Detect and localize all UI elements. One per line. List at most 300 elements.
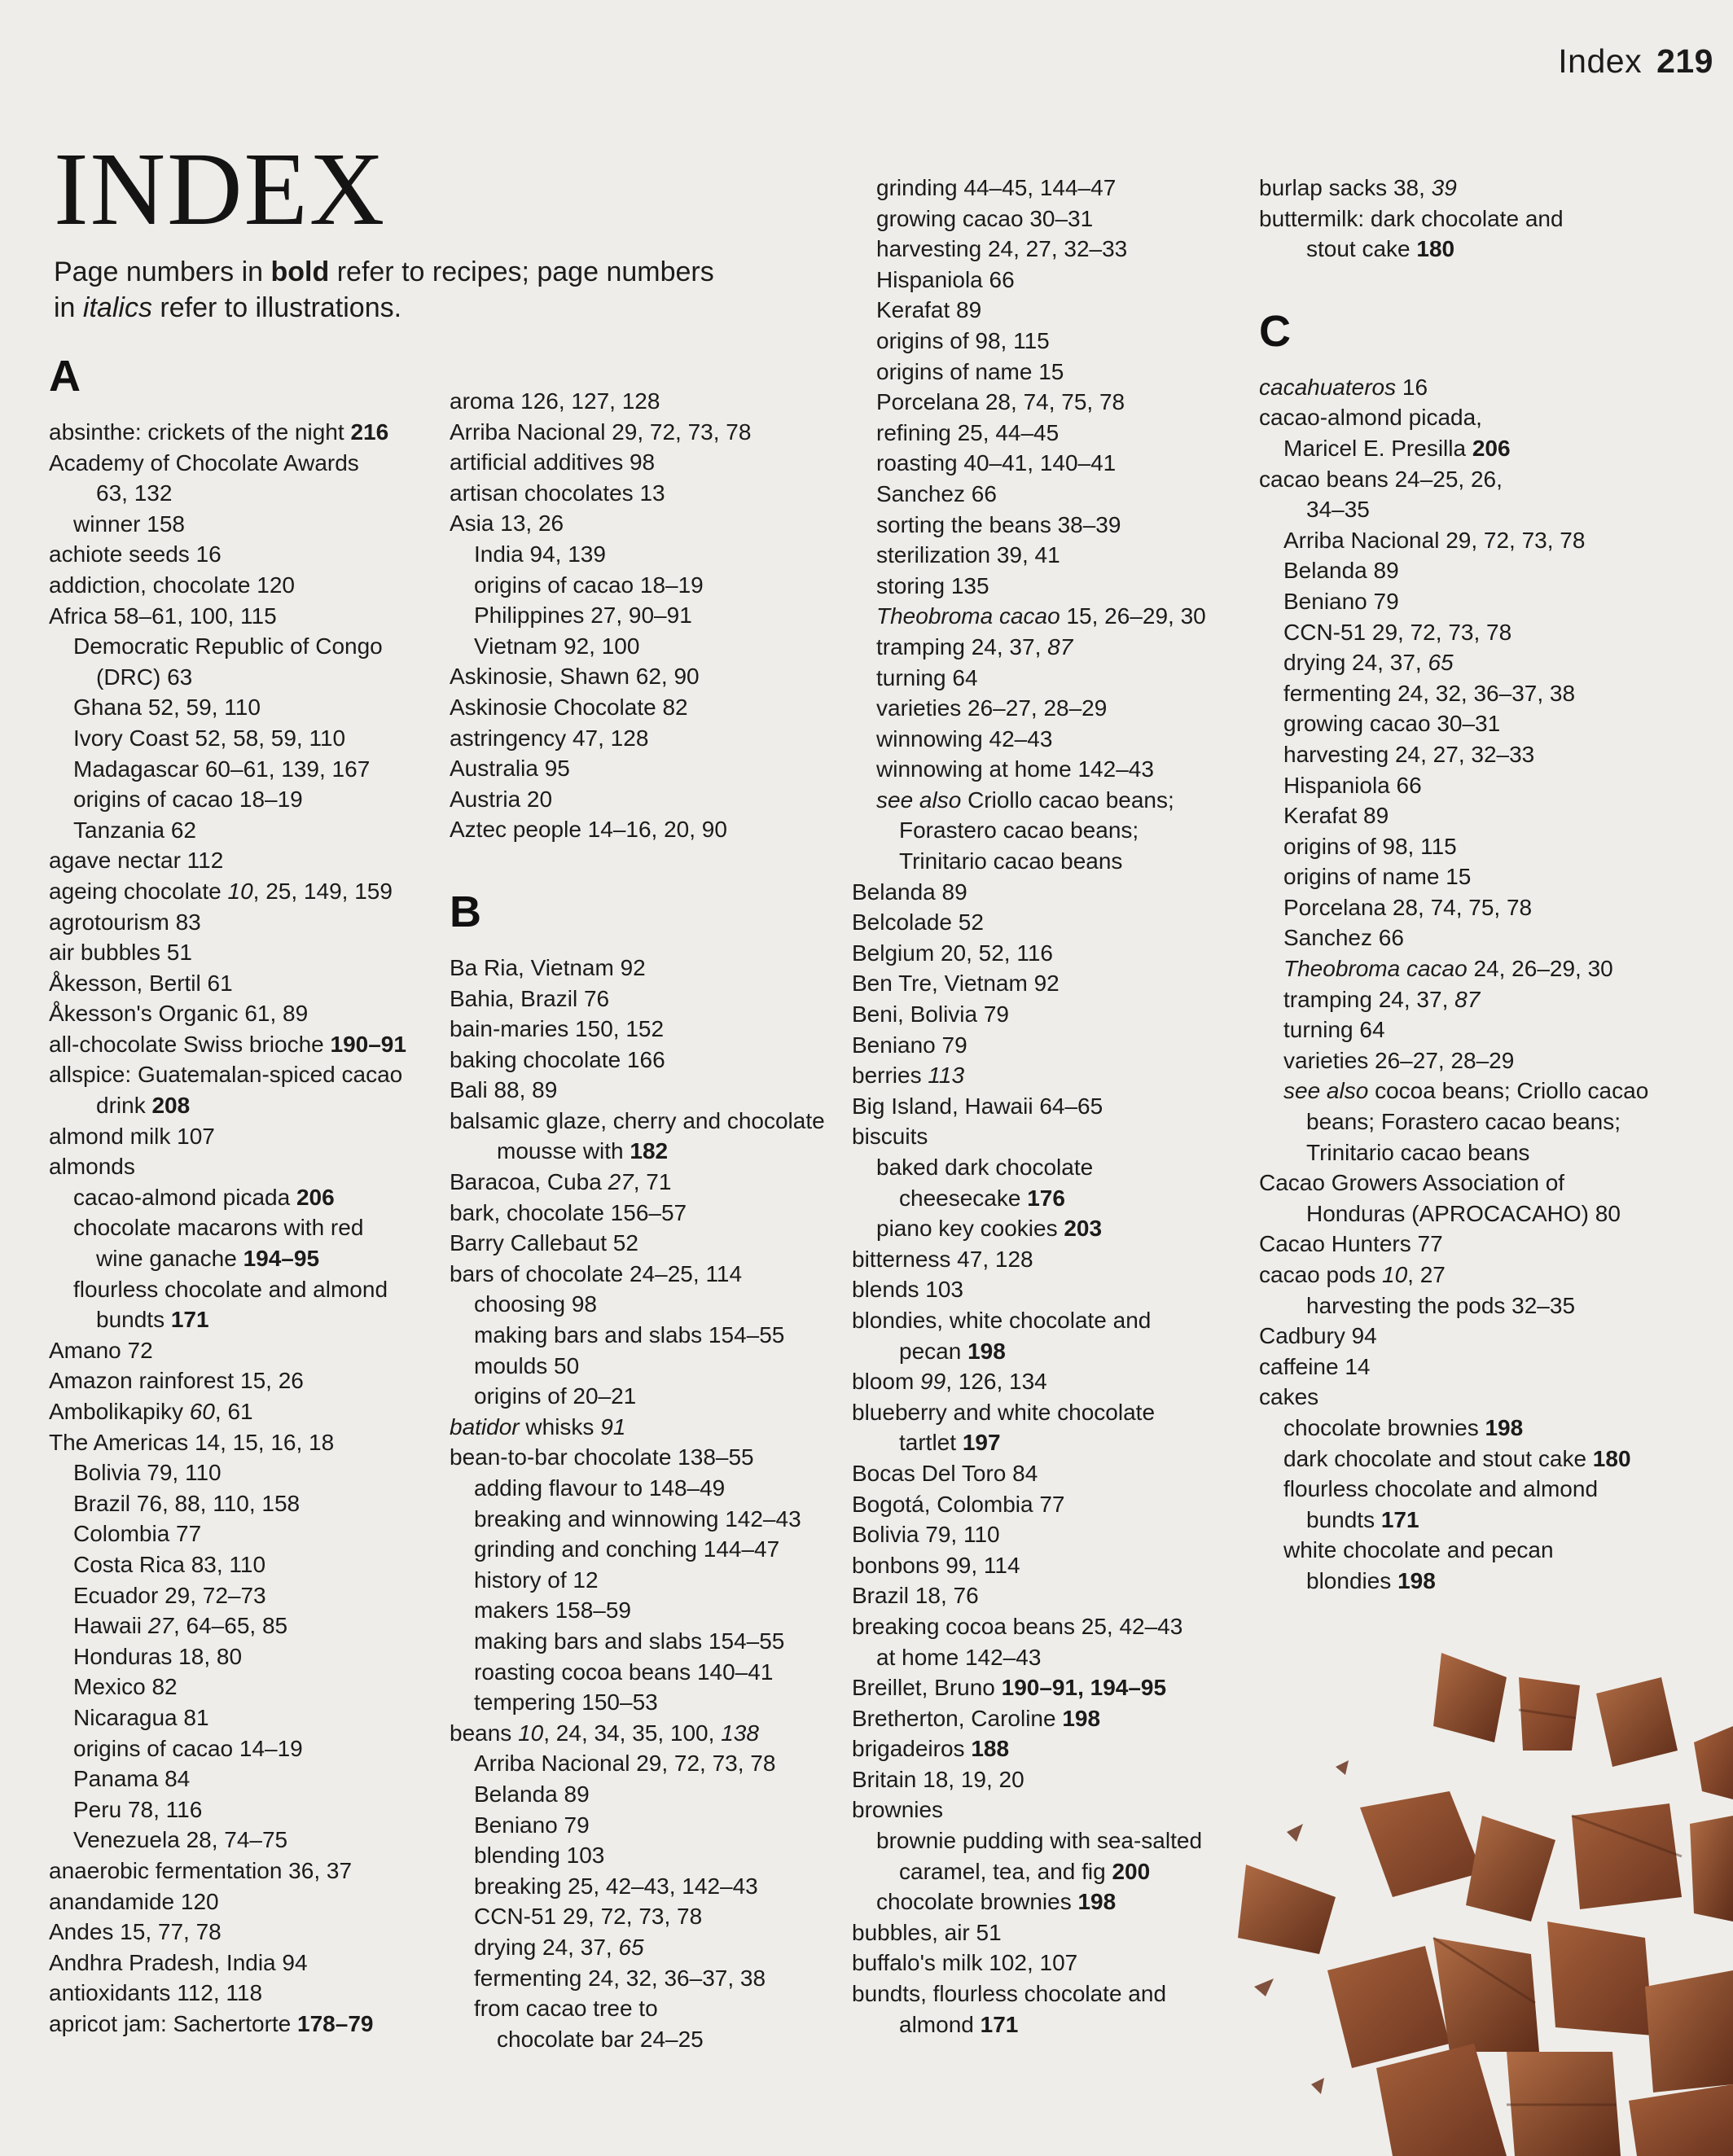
entry-text: Academy of Chocolate Awards: [49, 449, 359, 475]
entry-text: varieties 26–27, 28–29: [876, 695, 1108, 721]
italic-text: 60: [189, 1399, 215, 1424]
index-subentry: [1259, 1413, 1658, 1444]
entry-text: , 64–65, 85: [173, 1613, 288, 1639]
entry-text: agrotourism 83: [49, 909, 201, 935]
entry-text: Honduras (APROCACAHO) 80: [1306, 1200, 1621, 1226]
index-subentry: [1259, 892, 1658, 923]
entry-text: Kerafat 89: [1283, 803, 1389, 829]
index-subentry: [852, 479, 1251, 510]
index-subentry: [450, 1810, 849, 1841]
index-subentry: [49, 662, 448, 693]
entry-text: cacao pods: [1259, 1262, 1382, 1287]
entry-text: Democratic Republic of Congo: [73, 633, 383, 660]
entry-text: Costa Rica 83, 110: [73, 1551, 266, 1577]
index-subentry: [852, 418, 1251, 449]
italic-text: 39: [1431, 175, 1457, 200]
index-entry: [450, 953, 849, 984]
index-subentry: [450, 1871, 849, 1902]
entry-text: Cacao Hunters 77: [1259, 1231, 1443, 1257]
entry-text: Porcelana 28, 74, 75, 78: [1283, 894, 1533, 920]
entry-text: allspice: Guatemalan-spiced cacao: [49, 1062, 403, 1088]
index-entry: [450, 753, 849, 784]
entry-text: drink: [96, 1093, 152, 1119]
entry-text: origins of 98, 115: [1283, 833, 1457, 859]
entry-text: cakes: [1259, 1384, 1319, 1410]
entry-text: Mexico 82: [73, 1674, 178, 1700]
entry-text: Colombia 77: [73, 1521, 202, 1547]
index-entry: [49, 1335, 448, 1366]
index-subentry: [49, 754, 448, 785]
index-subentry: [852, 601, 1251, 632]
index-subentry: [450, 1320, 849, 1351]
index-subentry: [852, 234, 1251, 265]
entry-text: winner 158: [73, 511, 185, 537]
entry-text: blends 103: [852, 1277, 964, 1303]
recipe-page-ref: 171: [980, 2011, 1019, 2037]
entry-text: brigadeiros: [852, 1736, 972, 1762]
index-subentry: [852, 1825, 1251, 1856]
index-column-2: [450, 386, 849, 2054]
entry-text: growing cacao 30–31: [1283, 711, 1501, 737]
entry-text: absinthe: crickets of the night: [49, 419, 351, 445]
italic-text: 65: [618, 1934, 644, 1960]
entry-text: artificial additives 98: [450, 449, 656, 475]
recipe-page-ref: 180: [1592, 1445, 1631, 1471]
index-subentry: [852, 173, 1251, 204]
index-entry: [49, 417, 448, 448]
entry-text: bean-to-bar chocolate 138–55: [450, 1444, 754, 1470]
entry-text: white chocolate and pecan: [1283, 1537, 1554, 1563]
entry-text: Amano 72: [49, 1337, 153, 1363]
entry-text: baked dark chocolate: [876, 1155, 1094, 1180]
entry-text: 15, 26–29, 30: [1060, 603, 1206, 629]
entry-text: Arriba Nacional 29, 72, 73, 78: [474, 1751, 776, 1777]
italic-text: 27: [608, 1169, 634, 1195]
index-subentry: [1259, 1291, 1658, 1321]
entry-text: harvesting the pods 32–35: [1306, 1292, 1576, 1318]
recipe-page-ref: 182: [630, 1138, 669, 1164]
entry-text: chocolate bar 24–25: [497, 2026, 704, 2052]
entry-text: Belgium 20, 52, 116: [852, 940, 1053, 966]
index-entry: [852, 1703, 1251, 1734]
index-entry: [1259, 1260, 1658, 1291]
entry-text: 16: [1396, 374, 1428, 400]
index-subentry: [852, 326, 1251, 357]
index-subentry: [450, 1687, 849, 1718]
index-subentry: [450, 600, 849, 631]
index-entry: [852, 1121, 1251, 1152]
entry-text: moulds 50: [474, 1352, 580, 1378]
entry-text: Ba Ria, Vietnam 92: [450, 954, 646, 980]
index-subentry: [49, 1212, 448, 1243]
entry-text: history of 12: [474, 1567, 599, 1593]
entry-text: origins of name 15: [876, 358, 1064, 384]
index-entry: [49, 601, 448, 632]
index-entry: [852, 1611, 1251, 1642]
index-subentry: [1259, 922, 1658, 953]
index-entry: [49, 1856, 448, 1886]
entry-text: CCN-51 29, 72, 73, 78: [474, 1904, 703, 1930]
entry-text: Tanzania 62: [73, 817, 197, 843]
index-subentry: [49, 784, 448, 815]
entry-text: almond milk 107: [49, 1123, 215, 1149]
entry-text: origins of cacao 18–19: [73, 787, 303, 813]
entry-text: storing 135: [876, 572, 989, 598]
index-entry: [49, 539, 448, 570]
entry-text: harvesting 24, 27, 32–33: [876, 236, 1128, 262]
recipe-page-ref: 171: [170, 1307, 209, 1333]
entry-text: fermenting 24, 32, 36–37, 38: [474, 1965, 766, 1991]
index-entry: [450, 386, 849, 417]
index-subentry: [1259, 1045, 1658, 1076]
index-entry: [49, 448, 448, 479]
index-subentry: [49, 1733, 448, 1764]
index-subentry: [450, 2024, 849, 2055]
recipe-page-ref: 198: [1397, 1567, 1436, 1593]
index-subentry: [49, 1580, 448, 1611]
index-subentry: [852, 510, 1251, 541]
index-entry: [852, 938, 1251, 969]
entry-text: almonds: [49, 1154, 135, 1180]
entry-text: artisan chocolates 13: [450, 480, 665, 506]
italic-text: Theobroma cacao: [1283, 956, 1468, 982]
entry-text: breaking and winnowing 142–43: [474, 1505, 801, 1532]
entry-text: Breillet, Bruno: [852, 1675, 1002, 1701]
entry-text: Austria 20: [450, 786, 553, 812]
entry-text: , 24, 34, 35, 100,: [543, 1720, 722, 1746]
entry-text: Ambolikapiky: [49, 1399, 190, 1424]
entry-text: Cadbury 94: [1259, 1323, 1377, 1349]
index-subentry: [450, 1840, 849, 1871]
entry-text: astringency 47, 128: [450, 725, 649, 751]
entry-text: Hispaniola 66: [876, 266, 1015, 292]
index-subentry: [49, 815, 448, 846]
entry-text: harvesting 24, 27, 32–33: [1283, 741, 1535, 767]
entry-text: , 61: [214, 1399, 253, 1424]
entry-text: Vietnam 92, 100: [474, 633, 640, 659]
index-entry: [49, 1396, 448, 1427]
index-entry: [450, 1045, 849, 1076]
entry-text: Honduras 18, 80: [73, 1643, 243, 1669]
index-subentry: [852, 724, 1251, 755]
entry-text: Beni, Bolivia 79: [852, 1001, 1010, 1028]
section-gap: [450, 845, 849, 887]
entry-text: choosing 98: [474, 1291, 598, 1317]
entry-text: bonbons 99, 114: [852, 1552, 1020, 1578]
index-entry: [450, 1075, 849, 1106]
index-entry: [49, 1886, 448, 1917]
entry-text: Barry Callebaut 52: [450, 1230, 638, 1256]
index-entry: [49, 1948, 448, 1979]
index-subentry: [49, 1672, 448, 1702]
entry-text: Ecuador 29, 72–73: [73, 1582, 266, 1608]
entry-text: drying 24, 37,: [1283, 650, 1428, 676]
entry-text: bark, chocolate 156–57: [450, 1199, 687, 1225]
index-subentry: [49, 1610, 448, 1641]
index-entry: [49, 1029, 448, 1060]
index-entry: [852, 1244, 1251, 1275]
recipe-page-ref: 190–91, 194–95: [1001, 1675, 1167, 1701]
index-entry: [852, 1979, 1251, 2009]
index-subentry: [49, 478, 448, 509]
index-subentry: [49, 1304, 448, 1335]
index-subentry: [1259, 1106, 1658, 1137]
index-subentry: [450, 1748, 849, 1779]
index-entry: [49, 570, 448, 601]
index-subentry: [852, 387, 1251, 418]
index-subentry: [49, 631, 448, 662]
entry-text: Madagascar 60–61, 139, 167: [73, 756, 371, 782]
entry-text: anandamide 120: [49, 1888, 219, 1914]
index-subentry: [1259, 1535, 1658, 1566]
entry-text: whisks: [519, 1413, 601, 1440]
index-subentry: [49, 1764, 448, 1794]
index-subentry: [1259, 586, 1658, 617]
index-subentry: [852, 1183, 1251, 1214]
italic-text: 10: [227, 878, 253, 904]
entry-text: Nicaragua 81: [73, 1704, 209, 1730]
entry-text: bloom: [852, 1369, 921, 1395]
italic-text: 138: [721, 1720, 759, 1746]
entry-text: origins of cacao 18–19: [474, 572, 704, 598]
italic-text: 87: [1047, 633, 1073, 660]
entry-text: origins of name 15: [1283, 864, 1472, 890]
index-subentry: [450, 1779, 849, 1810]
index-entry: [450, 508, 849, 539]
entry-text: bubbles, air 51: [852, 1919, 1002, 1945]
recipe-page-ref: 197: [962, 1430, 1001, 1456]
index-subentry: [49, 1457, 448, 1488]
entry-text: Ben Tre, Vietnam 92: [852, 971, 1060, 997]
entry-text: baking chocolate 166: [450, 1046, 665, 1072]
index-subentry: [852, 540, 1251, 571]
index-entry: [1259, 1382, 1658, 1413]
recipe-page-ref: 198: [967, 1338, 1006, 1364]
entry-text: buttermilk: dark chocolate and: [1259, 205, 1564, 231]
index-entry: [852, 1030, 1251, 1061]
chocolate-pieces-photo: [1238, 1628, 1733, 2156]
index-subentry: [1259, 1137, 1658, 1168]
italic-text: Theobroma cacao: [876, 603, 1060, 629]
index-entry: [450, 478, 849, 509]
index-entry: [1259, 1168, 1658, 1199]
entry-text: origins of cacao 14–19: [73, 1735, 303, 1761]
index-entry: [450, 1106, 849, 1137]
entry-text: Arriba Nacional 29, 72, 73, 78: [1283, 527, 1586, 553]
entry-text: Trinitario cacao beans: [1306, 1139, 1530, 1165]
italic-text: 65: [1428, 650, 1454, 676]
index-subentry: [450, 539, 849, 570]
entry-text: , 27: [1407, 1262, 1446, 1287]
italic-text: 10: [1382, 1262, 1408, 1287]
index-entry: [1259, 1229, 1658, 1260]
index-subentry: [852, 1213, 1251, 1244]
intro-bold-word: bold: [270, 256, 330, 287]
entry-text: fermenting 24, 32, 36–37, 38: [1283, 680, 1576, 706]
index-column-1: [49, 352, 448, 2039]
section-letter: A: [49, 352, 81, 401]
entry-text: cocoa beans; Criollo cacao: [1368, 1078, 1649, 1104]
entry-text: Bogotá, Colombia 77: [852, 1491, 1065, 1517]
entry-text: all-chocolate Swiss brioche: [49, 1031, 331, 1057]
italic-text: see also: [876, 787, 962, 813]
index-entry: [852, 1060, 1251, 1091]
entry-text: addiction, chocolate 120: [49, 572, 295, 598]
entry-text: anaerobic fermentation 36, 37: [49, 1857, 353, 1883]
entry-text: blondies, white chocolate and: [852, 1307, 1152, 1333]
intro-note: [54, 254, 722, 326]
index-entry: [1259, 1352, 1658, 1383]
italic-text: 99: [920, 1369, 946, 1395]
entry-text: Venezuela 28, 74–75: [73, 1827, 288, 1853]
index-entry: [852, 1489, 1251, 1520]
index-entry: [49, 907, 448, 938]
entry-text: Aztec people 14–16, 20, 90: [450, 817, 727, 843]
index-entry: [450, 984, 849, 1014]
entry-text: Bolivia 79, 110: [852, 1522, 1000, 1548]
index-entry: [450, 1412, 849, 1443]
index-subentry: [450, 1473, 849, 1504]
index-entry: [450, 723, 849, 754]
index-subentry: [852, 571, 1251, 602]
recipe-page-ref: 208: [151, 1093, 191, 1119]
section-name: Index: [1558, 42, 1643, 80]
entry-text: turning 64: [1283, 1017, 1385, 1043]
entry-text: varieties 26–27, 28–29: [1283, 1047, 1515, 1073]
index-subentry: [450, 1963, 849, 1994]
italic-text: 91: [600, 1413, 626, 1440]
index-subentry: [49, 1702, 448, 1733]
index-entry: [1259, 173, 1658, 204]
entry-text: beans; Forastero cacao beans;: [1306, 1109, 1621, 1135]
entry-text: agave nectar 112: [49, 848, 224, 874]
index-subentry: [1259, 984, 1658, 1015]
entry-text: balsamic glaze, cherry and chocolate: [450, 1107, 825, 1133]
entry-text: beans: [450, 1720, 519, 1746]
index-entry: [49, 2009, 448, 2040]
entry-text: bundts, flourless chocolate and: [852, 1981, 1167, 2007]
index-entry: [450, 1014, 849, 1045]
index-entry: [852, 1764, 1251, 1795]
index-subentry: [49, 1274, 448, 1305]
index-subentry: [852, 1427, 1251, 1458]
index-subentry: [1259, 617, 1658, 648]
index-entry: [852, 1274, 1251, 1305]
page-number: 219: [1656, 42, 1713, 80]
index-subentry: [852, 2009, 1251, 2040]
entry-text: Ghana 52, 59, 110: [73, 695, 261, 721]
index-subentry: [1259, 494, 1658, 525]
index-subentry: [852, 1886, 1251, 1917]
index-subentry: [49, 1825, 448, 1856]
index-subentry: [49, 1182, 448, 1213]
entry-text: , 126, 134: [945, 1369, 1047, 1395]
entry-text: Baracoa, Cuba: [450, 1169, 608, 1195]
index-subentry: [1259, 739, 1658, 770]
entry-text: blondies: [1306, 1567, 1398, 1593]
recipe-page-ref: 200: [1112, 1858, 1151, 1884]
entry-text: Beniano 79: [1283, 588, 1399, 614]
index-subentry: [450, 1136, 849, 1167]
index-entry: [1259, 464, 1658, 495]
index-subentry: [49, 509, 448, 540]
entry-text: The Americas 14, 15, 16, 18: [49, 1429, 335, 1455]
index-entry: [450, 447, 849, 478]
section-gap: [1259, 265, 1658, 307]
entry-text: breaking cocoa beans 25, 42–43: [852, 1613, 1183, 1639]
index-subentry: [450, 570, 849, 601]
index-subentry: [852, 785, 1251, 816]
entry-text: Africa 58–61, 100, 115: [49, 603, 277, 629]
index-subentry: [1259, 234, 1658, 265]
index-entry: [49, 998, 448, 1029]
entry-text: Andhra Pradesh, India 94: [49, 1949, 308, 1975]
index-subentry: [852, 357, 1251, 388]
index-entry: [852, 1948, 1251, 1979]
entry-text: bundts: [96, 1307, 171, 1333]
index-subentry: [450, 1565, 849, 1596]
index-entry: [49, 845, 448, 876]
entry-text: aroma 126, 127, 128: [450, 388, 660, 414]
index-entry: [49, 1151, 448, 1182]
index-entry: [852, 1519, 1251, 1550]
recipe-page-ref: 190–91: [330, 1031, 406, 1057]
entry-text: Beniano 79: [852, 1032, 967, 1058]
entry-text: chocolate brownies: [876, 1889, 1078, 1915]
index-subentry: [852, 448, 1251, 479]
index-subentry: [852, 754, 1251, 785]
recipe-page-ref: 198: [1062, 1705, 1101, 1731]
index-subentry: [1259, 1566, 1658, 1597]
entry-text: winnowing 42–43: [876, 725, 1053, 752]
entry-text: drying 24, 37,: [474, 1934, 619, 1960]
index-subentry: [1259, 1076, 1658, 1106]
entry-text: origins of 98, 115: [876, 327, 1050, 353]
index-subentry: [852, 663, 1251, 694]
entry-text: making bars and slabs 154–55: [474, 1322, 785, 1348]
index-entry: [450, 1167, 849, 1198]
index-entry: [852, 1305, 1251, 1336]
entry-text: Hawaii: [73, 1613, 148, 1639]
index-subentry: [852, 846, 1251, 877]
entry-text: grinding and conching 144–47: [474, 1536, 780, 1562]
index-entry: [49, 876, 448, 907]
index-entry: [49, 937, 448, 968]
index-subentry: [49, 1090, 448, 1121]
index-subentry: [852, 295, 1251, 326]
index-subentry: [1259, 800, 1658, 831]
entry-text: chocolate macarons with red: [73, 1215, 364, 1241]
index-entry: [852, 1397, 1251, 1428]
entry-text: Philippines 27, 90–91: [474, 603, 692, 629]
italic-text: batidor: [450, 1413, 520, 1440]
index-subentry: [1259, 708, 1658, 739]
index-entry: [450, 1198, 849, 1229]
entry-text: Amazon rainforest 15, 26: [49, 1368, 304, 1394]
entry-text: Cacao Growers Association of: [1259, 1170, 1565, 1196]
index-entry: [49, 1427, 448, 1458]
entry-text: pecan: [899, 1338, 968, 1364]
page-title: INDEX: [54, 131, 387, 247]
entry-text: Sanchez 66: [1283, 925, 1404, 951]
index-subentry: [1259, 433, 1658, 464]
index-subentry: [450, 1901, 849, 1932]
entry-text: bitterness 47, 128: [852, 1246, 1033, 1272]
entry-text: growing cacao 30–31: [876, 205, 1094, 231]
index-subentry: [1259, 1505, 1658, 1536]
entry-text: Porcelana 28, 74, 75, 78: [876, 389, 1125, 415]
entry-text: Brazil 76, 88, 110, 158: [73, 1490, 301, 1516]
